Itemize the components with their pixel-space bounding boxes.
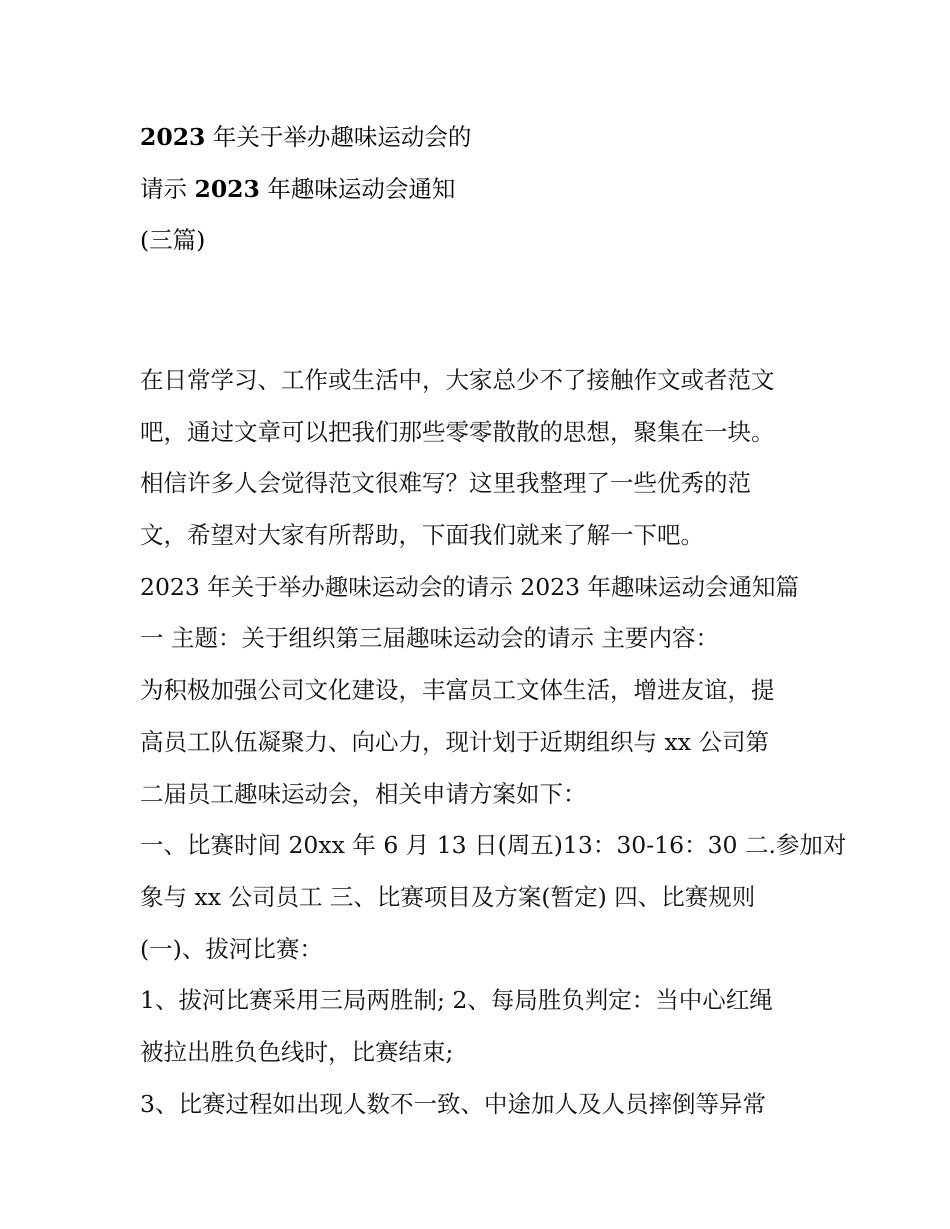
title-text-1: 年关于举办趣味运动会的 (212, 123, 472, 151)
document-title (140, 112, 830, 267)
body-line: 文，希望对大家有所帮助，下面我们就来了解一下吧。 (140, 521, 704, 550)
body-line: 1、拔河比赛采用三局两胜制; 2、每局胜负判定：当中心红绳 (140, 986, 773, 1015)
title-line-2 (140, 164, 830, 216)
body-line: 高员工队伍凝聚力、向心力，现计划于近期组织与 xx 公司第 (140, 727, 769, 756)
body-line: 为积极加强公司文化建设，丰富员工文体生活，增进友谊，提 (140, 676, 775, 705)
body-line: 吧，通过文章可以把我们那些零零散散的思想，聚集在一块。 (140, 417, 775, 446)
body-line: 一 主题：关于组织第三届趣味运动会的请示 主要内容： (140, 624, 719, 653)
title-year-1: 2023 (140, 123, 206, 151)
title-year-2: 2023 (194, 174, 260, 203)
body-line: 二届员工趣味运动会，相关申请方案如下： (140, 779, 587, 808)
document-body (140, 355, 847, 1130)
body-line: 相信许多人会觉得范文很难写？这里我整理了一些优秀的范 (140, 469, 751, 498)
body-line: 象与 xx 公司员工 三、比赛项目及方案(暂定) 四、比赛规则 (140, 882, 756, 911)
title-line-3: (三篇) (140, 226, 206, 255)
body-line: (一)、拔河比赛： (140, 934, 323, 963)
body-line: 3、比赛过程如出现人数不一致、中途加人及人员摔倒等异常 (140, 1089, 766, 1118)
body-line: 在日常学习、工作或生活中，大家总少不了接触作文或者范文 (140, 366, 775, 394)
body-line: 2023 年关于举办趣味运动会的请示 2023 年趣味运动会通知篇 (140, 572, 800, 601)
title-text-2b: 年趣味运动会通知 (267, 174, 456, 203)
title-line-1 (140, 112, 830, 164)
body-line: 被拉出胜负色线时，比赛结束; (140, 1037, 454, 1066)
body-line: 一、比赛时间 20xx 年 6 月 13 日(周五)13：30-16：30 二.参加对 (140, 831, 847, 860)
title-text-2a: 请示 (140, 174, 195, 203)
